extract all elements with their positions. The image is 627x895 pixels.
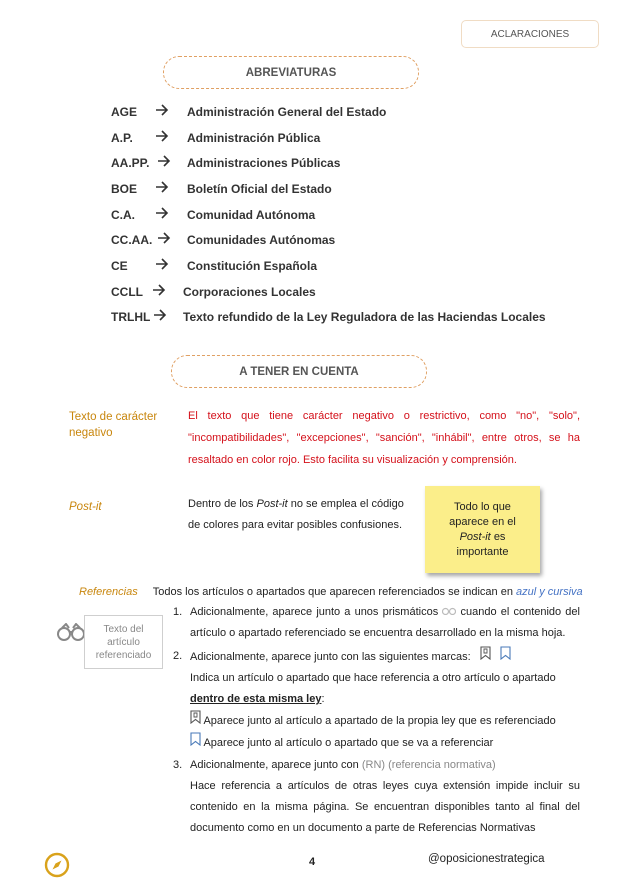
abbr-meaning: Administraciones Públicas — [187, 156, 341, 170]
abbr-meaning: Administración General del Estado — [187, 105, 387, 119]
item2-text-e: Aparece junto al artículo o apartado que se va a referenciar — [203, 737, 494, 749]
list-number: 1. — [173, 606, 183, 618]
social-handle: @oposicionestrategica — [428, 853, 545, 865]
arrow-right-icon — [155, 104, 171, 120]
header-tab: ACLARACIONES — [461, 20, 599, 48]
item2-line-e — [190, 732, 580, 754]
list-number: 3. — [173, 759, 183, 771]
postit-label: Post-it — [69, 501, 102, 513]
item2-line-d — [190, 710, 580, 732]
abbr-code: C.A. — [111, 208, 135, 222]
abbr-meaning: Boletín Oficial del Estado — [187, 182, 332, 196]
list-item-3 — [190, 755, 580, 839]
abbr-code: TRLHL — [111, 310, 151, 324]
item2-text-a: Adicionalmente, aparece junto con las siguientes marcas: — [190, 651, 471, 663]
arrow-right-icon — [155, 181, 171, 197]
negative-text-paragraph: El texto que tiene carácter negativo o restrictivo, como "no", "solo", "incompatibilidades", "excepciones", "sanción", "inhábil", entre otros, se ha resaltado en color rojo. Esto facilita su visualización y comprensión. — [188, 410, 580, 466]
list-item-1 — [190, 602, 580, 644]
item3-line-a — [190, 755, 580, 776]
references-intro: Todos los artículos o apartados que aparecen referenciados se indican en — [152, 586, 516, 598]
postit-line: aparece en el — [449, 515, 516, 528]
notes-title: A TENER EN CUENTA — [171, 355, 427, 388]
item3-line-b: Hace referencia a artículos de otras leyes cuya extensión impide incluir su contenido en la misma página. Se encuentran disponibles tanto al final del documento como en un documento a parte de Referencias Normativas — [190, 780, 580, 834]
arrow-right-icon — [157, 232, 173, 248]
references-highlight: azul y cursiva — [516, 586, 583, 598]
page-number: 4 — [309, 856, 316, 868]
bookmark-filled-icon — [480, 651, 491, 663]
abbr-meaning: Comunidades Autónomas — [187, 233, 336, 247]
postit-desc-em: Post-it — [256, 498, 288, 510]
item3-rn: (RN) (referencia normativa) — [361, 759, 496, 771]
abbr-code: AA.PP. — [111, 156, 150, 170]
abbr-meaning: Constitución Española — [187, 259, 318, 273]
arrow-right-icon — [155, 207, 171, 223]
ref-box-line: Texto del — [103, 623, 144, 635]
referenced-text-box — [84, 615, 163, 669]
item2-underlined: dentro de esta misma ley — [190, 693, 322, 705]
compass-logo-icon — [44, 852, 70, 883]
postit-em: Post-it — [459, 530, 491, 543]
postit-desc-pre: Dentro de los — [188, 498, 257, 510]
postit-line: importante — [456, 545, 509, 558]
binoculars-small-icon — [442, 606, 456, 618]
postit-note — [425, 486, 540, 573]
references-intro-line — [79, 584, 583, 600]
arrow-right-icon — [157, 155, 173, 171]
postit-desc-post: no se emplea el código de colores para evitar posibles confusiones. — [188, 498, 404, 531]
item1-text-b: cuando el contenido del artículo o apartado referenciado se encuentra desarrollado en la misma hoja. — [190, 606, 580, 639]
postit-es: es — [493, 530, 506, 543]
arrow-right-icon — [155, 258, 171, 274]
bookmark-outline-icon — [190, 737, 201, 749]
item2-colon: : — [321, 693, 325, 705]
abbr-code: CCLL — [111, 285, 143, 299]
abbr-meaning: Administración Pública — [187, 131, 321, 145]
abbr-code: AGE — [111, 105, 138, 119]
negative-text-label: Texto de carácter negativo — [69, 411, 158, 439]
ref-box-line: referenciado — [95, 649, 152, 661]
postit-line — [425, 530, 540, 545]
bookmark-filled-icon — [190, 715, 201, 727]
arrow-right-icon — [153, 309, 169, 325]
postit-line: Todo lo que — [454, 500, 511, 513]
abbr-code: CC.AA. — [111, 233, 153, 247]
arrow-right-icon — [152, 284, 168, 300]
abbr-code: CE — [111, 259, 128, 273]
item3-text-a: Adicionalmente, aparece junto con — [190, 759, 359, 771]
abbr-meaning: Corporaciones Locales — [183, 285, 316, 299]
abbr-code: A.P. — [111, 131, 133, 145]
item2-line-c — [190, 689, 580, 710]
item2-line-b: Indica un artículo o apartado que hace referencia a otro artículo o apartado — [190, 672, 556, 684]
bookmark-outline-icon — [500, 651, 511, 663]
list-number: 2. — [173, 650, 183, 662]
list-item-2 — [190, 646, 580, 754]
abbr-meaning: Texto refundido de la Ley Reguladora de las Haciendas Locales — [183, 310, 546, 324]
abbr-code: BOE — [111, 182, 138, 196]
binoculars-icon — [57, 623, 85, 646]
ref-box-text — [96, 623, 152, 662]
postit-description — [188, 494, 413, 536]
ref-box-line: artículo — [107, 636, 140, 648]
arrow-right-icon — [155, 130, 171, 146]
abbreviations-title: ABREVIATURAS — [163, 56, 419, 89]
item2-text-d: Aparece junto al artículo a apartado de la propia ley que es referenciado — [203, 715, 556, 727]
abbr-meaning: Comunidad Autónoma — [187, 208, 316, 222]
item1-text-a: Adicionalmente, aparece junto a unos prismáticos — [190, 606, 439, 618]
references-label: Referencias — [79, 586, 138, 598]
